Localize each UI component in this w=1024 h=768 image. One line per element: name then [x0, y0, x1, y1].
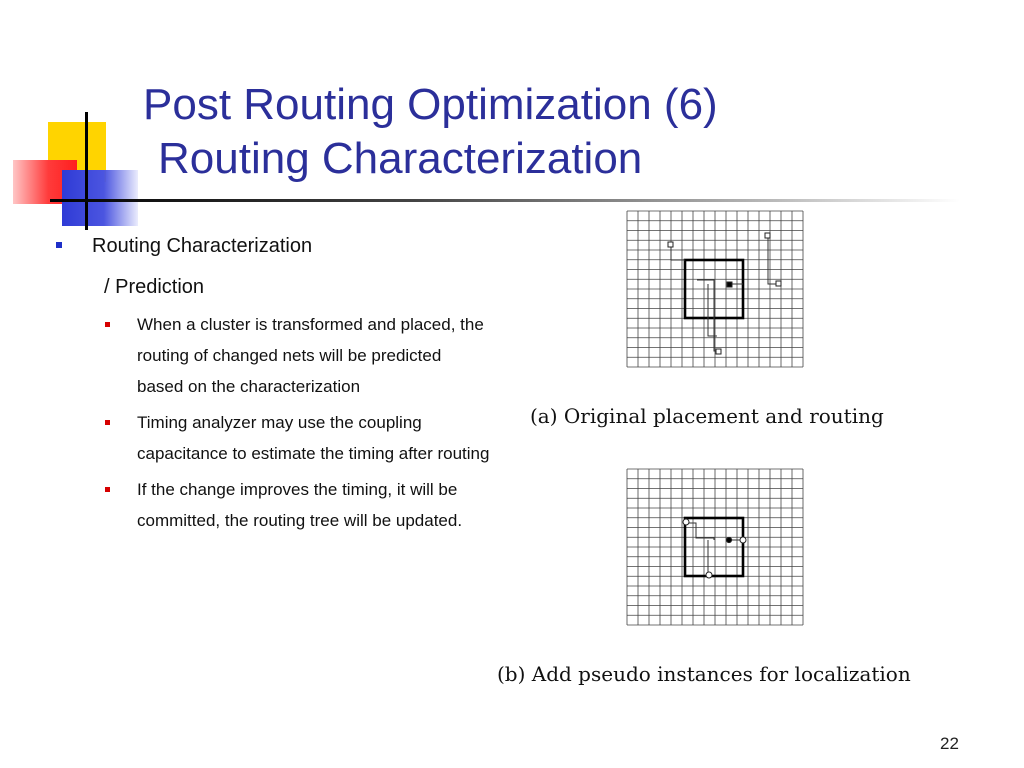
slide-title — [143, 78, 718, 186]
sub-bullet — [50, 407, 490, 469]
page-number: 22 — [940, 734, 959, 753]
bullet-square-icon — [105, 420, 110, 425]
sub-bullet-text: Timing analyzer may use the coupling capacitance to estimate the timing after routing — [137, 413, 490, 463]
main-bullet-continuation: / Prediction — [104, 276, 205, 298]
title-line-2: Routing Characterization — [158, 134, 643, 183]
sub-bullet-text: If the change improves the timing, it will be committed, the routing tree will be updated. — [137, 480, 463, 530]
bullet-square-icon — [105, 487, 110, 492]
main-bullet-text: Routing Characterization — [92, 235, 313, 257]
figure-a-caption: (a) Original placement and routing — [530, 404, 884, 428]
sub-bullet-list — [50, 309, 490, 536]
sub-bullet-text: When a cluster is transformed and placed, the routing of changed nets will be predicted based on the characterization — [137, 315, 484, 396]
decor-vertical-line — [85, 112, 88, 230]
figure-b-routing-grid — [626, 468, 804, 626]
main-bullet — [50, 230, 490, 303]
grid-lines — [627, 211, 803, 367]
sub-bullet — [50, 309, 490, 402]
figure-b-caption: (b) Add pseudo instances for localization — [497, 662, 911, 686]
decor-blue-square — [62, 170, 138, 226]
bullet-square-icon — [56, 242, 62, 248]
bullet-square-icon — [105, 322, 110, 327]
title-line-1: Post Routing Optimization (6) — [143, 80, 718, 129]
grid-lines — [627, 469, 803, 625]
routed-nets — [671, 236, 778, 351]
sub-bullet — [50, 474, 490, 536]
slide-body — [50, 230, 490, 541]
routed-nets — [686, 523, 743, 575]
title-underline — [50, 199, 960, 202]
figure-a-routing-grid — [626, 210, 804, 368]
